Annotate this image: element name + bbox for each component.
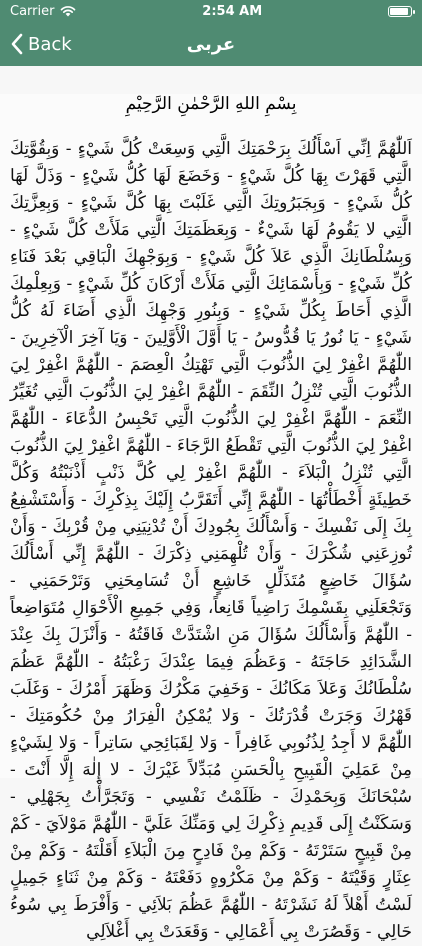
basmala-heading: بِسْمِ اللهِ الرَّحْمٰنِ الرَّحِيْمِ <box>125 94 297 114</box>
navigation-bar <box>0 22 422 66</box>
back-button[interactable] <box>10 33 72 55</box>
status-left <box>10 4 76 19</box>
chevron-left-icon <box>10 33 24 55</box>
page-title: عربی <box>186 33 236 55</box>
wifi-icon <box>60 5 76 17</box>
dua-text: اَللّٰهُمَّ اِنِّي اَسْأَلُكَ بِرَحْمَتِكَ الَّتِي وَسِعَتْ كُلَّ شَيْءٍ - وَبِقُوَّتِكَ الَّتِي قَهَرْتَ بِهَا كُلَّ شَيْءٍ - وَخَضَعَ لَهَا كُلُّ شَيْءٍ - وَذَلَّ لَهَا كُلُّ شَيْءٍ - وَبِجَبَرُوتِكَ الَّتِي غَلَبْتَ بِهَا كُلَّ شَيْءٍ - وَبِعِزَّتِكَ الَّتِي لا يَقُومُ لَهَا شَيْءٌ - وَبِعَظَمَتِكَ الَّتِي مَلَأَتْ كُلَّ شَيْءٍ - وَبِسُلْطَانِكَ الَّذِي عَلاَ كُلَّ شَيْءٍ - وَبِوَجْهِكَ الْبَاقِي بَعْدَ فَنَاءِ كُلِّ شَيْءٍ - وَبِأَسْمَائِكَ الَّتِي مَلَأَتْ أَرْكَانَ كُلِّ شَيْءٍ - وَبِعِلْمِكَ الَّذِي أَحَاطَ بِكُلِّ شَيْءٍ - وَبِنُورِ وَجْهِكَ الَّذِي أَضَاءَ لَهُ كُلُّ شَيْءٍ - يَا نُورُ يَا قُدُّوسُ - يَا أَوَّلَ الْأَوَّلِينَ - وَيَا آخِرَ الْآخِرِينَ - اللّٰهُمَّ اغْفِرْ لِيَ الذُّنُوبَ الَّتِي تَهْتِكُ الْعِصَمَ - اللّٰهُمَّ اغْفِرْ لِيَ الذُّنُوبَ الَّتِي تُنْزِلُ النِّقَمَ - اللّٰهُمَّ اغْفِرْ لِيَ الذُّنُوبَ الَّتِي تُغَيِّرُ النِّعَمَ - اللّٰهُمَّ اغْفِرْ لِيَ الذُّنُوبَ الَّتِي تَحْبِسُ الدُّعَاءَ - اللّٰهُمَّ اغْفِرْ لِيَ الذُّنُوبَ الَّتِي تَقْطَعُ الرَّجَاءَ - اللّٰهُمَّ اغْفِرْ لِيَ الذُّنُوبَ الَّتِي تُنْزِلُ الْبَلاَءَ - اللّٰهُمَّ اغْفِرْ لِي كُلَّ ذَنْبٍ أَذْنَبْتُهُ وَكُلَّ خَطِيئَةٍ أَخْطَأْتُهَا - اللّٰهُمَّ إِنِّي أَتَقَرَّبُ إِلَيْكَ بِذِكْرِكَ - وَأَسْتَشْفِعُ بِكَ إِلَى نَفْسِكَ - وَأَسْأَلُكَ بِجُودِكَ أَنْ تُدْنِيَنِي مِنْ قُرْبِكَ - وَأَنْ تُوزِعَنِي شُكْرَكَ - وَأَنْ تُلْهِمَنِي ذِكْرَكَ - اللّٰهُمَّ إِنِّي أَسْأَلُكَ سُؤَالَ خَاضِعٍ مُتَذَلِّلٍ خَاشِعٍ أَنْ تُسَامِحَنِي وَتَرْحَمَنِي - وَتَجْعَلَنِي بِقَسْمِكَ رَاضِياً قَانِعاً، وَفِي جَمِيعِ الْأَحْوَالِ مُتَوَاضِعاً - اللّٰهُمَّ وَأَسْأَلُكَ سُؤَالَ مَنِ اشْتَدَّتْ فَاقَتُهُ - وَأَنْزَلَ بِكَ عِنْدَ الشَّدَائِدِ حَاجَتَهُ - وَعَظُمَ فِيمَا عِنْدَكَ رَغْبَتُهُ - اللّٰهُمَّ عَظُمَ سُلْطَانُكَ وَعَلاَ مَكَانُكَ - وَخَفِيَ مَكْرُكَ وَظَهَرَ أَمْرُكَ - وَغَلَبَ قَهْرُكَ وَجَرَتْ قُدْرَتُكَ - وَلا يُمْكِنُ الْفِرَارُ مِنْ حُكُومَتِكَ - اللّٰهُمَّ لا أَجِدُ لِذُنُوبِي غَافِراً - وَلا لِقَبَائِحِي سَاتِراً - وَلا لِشَيْءٍ مِنْ عَمَلِيَ الْقَبِيحِ بِالْحَسَنِ مُبَدِّلاً غَيْرَكَ - لا إِلٰهَ إِلَّا أَنْتَ - سُبْحَانَكَ وَبِحَمْدِكَ - ظَلَمْتُ نَفْسِي - وَتَجَرَّأْتُ بِجَهْلِي - وَسَكَنْتُ إِلَى قَدِيمِ ذِكْرِكَ لِي وَمَنِّكَ عَلَيَّ - اللّٰهُمَّ مَوْلاَيَ - كَمْ مِنْ قَبِيحٍ سَتَرْتَهُ - وَكَمْ مِنْ فَادِحٍ مِنَ الْبَلاَءِ أَقَلْتَهُ - وَكَمْ مِنْ عِثَارٍ وَقَيْتَهُ - وَكَمْ مِنْ مَكْرُوهٍ دَفَعْتَهُ - وَكَمْ مِنْ ثَنَاءٍ جَمِيلٍ لَسْتُ أَهْلاً لَهُ نَشَرْتَهُ - اللّٰهُمَّ عَظُمَ بَلاَئِي - وَأَفْرَطَ بِي سُوءُ حَالِي - وَقَصُرَتْ بِي أَعْمَالِي - وَقَعَدَتْ بِي أَغْلاَلِي <box>10 139 412 942</box>
status-time: 2:54 AM <box>202 3 263 19</box>
carrier-label: Carrier <box>10 3 55 19</box>
top-bar <box>0 0 422 66</box>
dua-content[interactable] <box>0 94 422 942</box>
status-bar <box>0 0 422 22</box>
back-label: Back <box>28 33 72 55</box>
battery-icon <box>388 6 412 17</box>
